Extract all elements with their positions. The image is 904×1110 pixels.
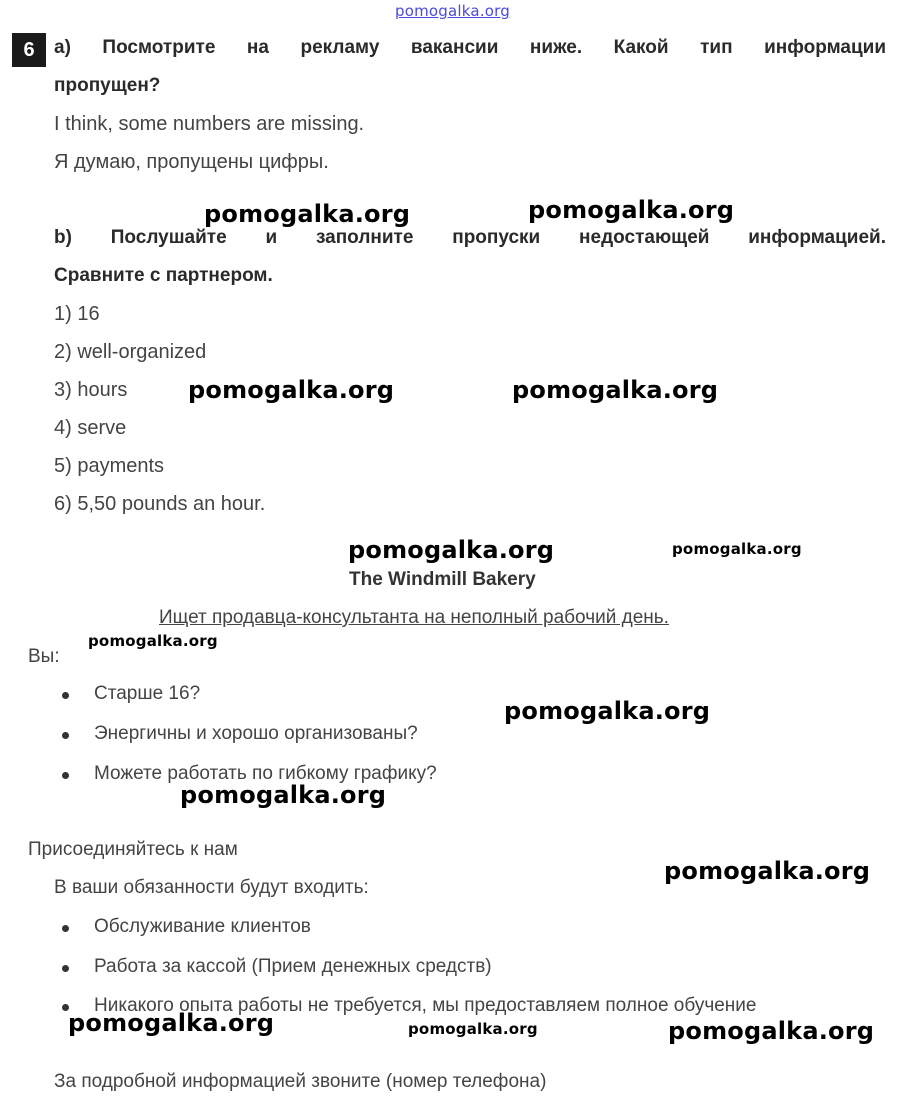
contact-line: За подробной информацией звоните (номер телефона): [54, 1071, 547, 1092]
you-item: Можете работать по гибкому графику?: [94, 763, 437, 784]
watermark: pomogalka.org: [528, 196, 735, 224]
bullet-dot: [62, 732, 69, 739]
part-a-heading-cont: пропущен?: [54, 75, 161, 96]
you-item: Старше 16?: [94, 683, 201, 704]
answer-item: 3) hours: [54, 379, 128, 401]
watermark: pomogalka.org: [204, 200, 411, 228]
watermark: pomogalka.org: [504, 697, 711, 725]
exercise-number-badge: 6: [12, 33, 46, 67]
watermark: pomogalka.org: [668, 1017, 875, 1045]
bullet-dot: [62, 772, 69, 779]
part-b-heading: b) Послушайте и заполните пропуски недостающей информацией.: [54, 227, 886, 248]
watermark: pomogalka.org: [68, 1009, 275, 1037]
answer-item: 2) well-organized: [54, 341, 207, 363]
watermark: pomogalka.org: [188, 376, 395, 404]
you-label: Вы:: [28, 646, 60, 667]
watermark: pomogalka.org: [512, 376, 719, 404]
part-b-heading-cont: Сравните с партнером.: [54, 265, 273, 286]
duty-item: Никакого опыта работы не требуется, мы предоставляем полное обучение: [94, 995, 757, 1016]
duty-item: Работа за кассой (Прием денежных средств): [94, 956, 492, 977]
answer-item: 6) 5,50 pounds an hour.: [54, 493, 266, 515]
answer-item: 4) serve: [54, 417, 127, 439]
bullet-dot: [62, 925, 69, 932]
watermark: pomogalka.org: [88, 632, 218, 650]
answer-item: 1) 16: [54, 303, 100, 325]
ad-title: The Windmill Bakery: [349, 569, 536, 590]
part-a-answer-en: I think, some numbers are missing.: [54, 113, 365, 135]
bullet-dot: [62, 1004, 69, 1011]
watermark: pomogalka.org: [180, 781, 387, 809]
answer-item: 5) payments: [54, 455, 165, 477]
you-item: Энергичны и хорошо организованы?: [94, 723, 418, 744]
duties-label: В ваши обязанности будут входить:: [54, 877, 369, 898]
duty-item: Обслуживание клиентов: [94, 916, 311, 937]
watermark-top: pomogalka.org: [395, 2, 510, 20]
watermark: pomogalka.org: [664, 857, 871, 885]
watermark: pomogalka.org: [348, 536, 555, 564]
ad-subtitle: Ищет продавца-консультанта на неполный рабочий день.: [159, 607, 669, 628]
part-a-heading: a) Посмотрите на рекламу вакансии ниже. Какой тип информации: [54, 37, 886, 58]
bullet-dot: [62, 692, 69, 699]
watermark: pomogalka.org: [672, 540, 802, 558]
bullet-dot: [62, 965, 69, 972]
part-a-answer-ru: Я думаю, пропущены цифры.: [54, 151, 329, 173]
watermark: pomogalka.org: [408, 1020, 538, 1038]
join-label: Присоединяйтесь к нам: [28, 839, 238, 860]
